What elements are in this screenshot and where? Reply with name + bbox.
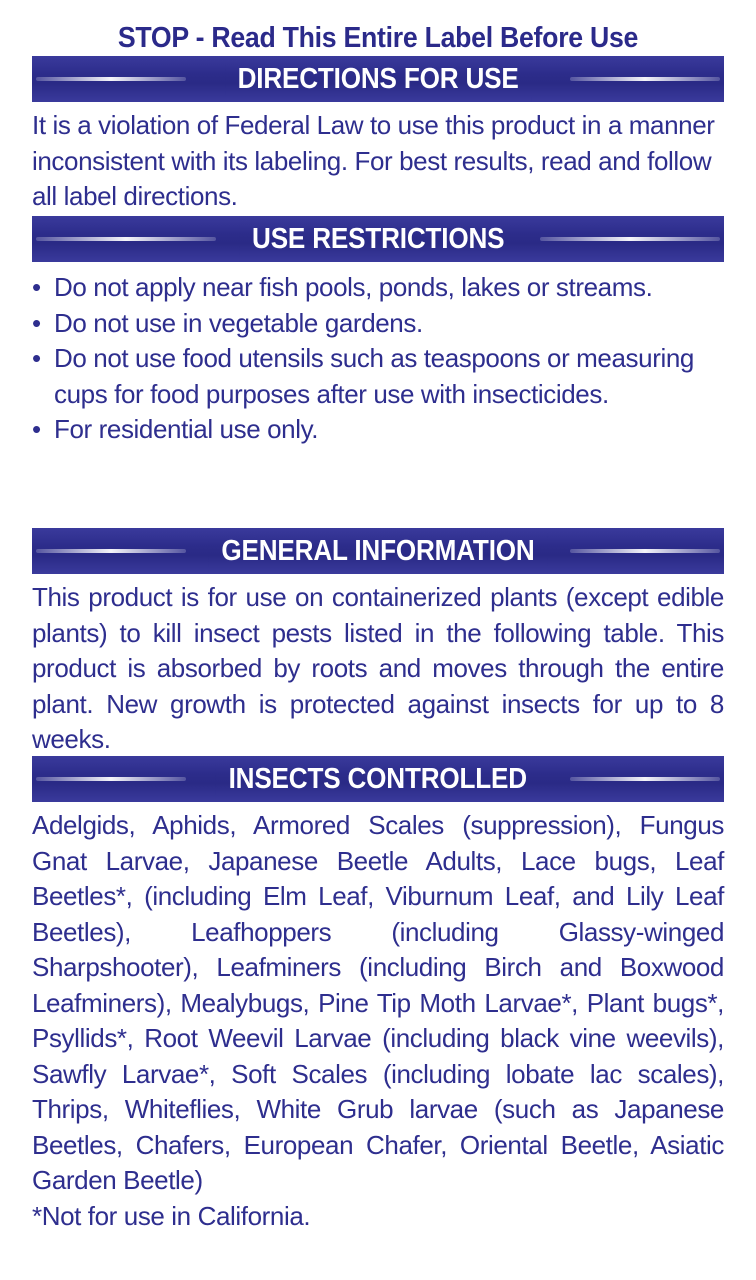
banner-stripe-left (36, 549, 186, 553)
bullet-icon: • (32, 343, 41, 373)
list-item (32, 412, 724, 448)
banner-stripe-left (36, 777, 186, 781)
bullet-icon: • (32, 414, 41, 444)
banner-stripe-right (570, 77, 720, 81)
section-banner-directions (32, 56, 724, 102)
restriction-text: Do not apply near fish pools, ponds, lakes or streams. (54, 272, 653, 302)
bullet-icon: • (32, 272, 41, 302)
banner-stripe-left (36, 237, 216, 241)
general-text: This product is for use on containerized plants (except edible plants) to kill insect pests listed in the following table. This product is absorbed by roots and moves through the entire plant. New growth is protected against insects for up to 8 weeks. (32, 582, 724, 754)
banner-stripe-right (570, 777, 720, 781)
list-item (32, 341, 724, 412)
directions-text: It is a violation of Federal Law to use this product in a manner inconsistent with its labeling. For best results, read and follow all label directions. (32, 110, 715, 211)
section-heading-insects: INSECTS CONTROLLED (216, 756, 540, 802)
restriction-text: Do not use food utensils such as teaspoons or measuring cups for food purposes after use with insecticides. (54, 343, 694, 409)
section-banner-insects (32, 756, 724, 802)
footnote-text: *Not for use in California. (32, 1200, 311, 1231)
restriction-text: Do not use in vegetable gardens. (54, 307, 423, 338)
restrictions-list (32, 270, 724, 528)
banner-stripe-right (570, 549, 720, 553)
restriction-text: For residential use only. (54, 414, 319, 444)
section-heading-directions: DIRECTIONS FOR USE (225, 56, 531, 102)
section-heading-general: GENERAL INFORMATION (209, 528, 547, 574)
insects-text: Adelgids, Aphids, Armored Scales (suppression), Fungus Gnat Larvae, Japanese Beetle Adults, Lace bugs, Leaf Beetles*, (including Elm Leaf, Viburnum Leaf, and Lily Leaf Beetles), Leafhoppers (including Glassy-winged Sharpshooter), Leafminers (including Birch and Boxwood Leafminers), Mealybugs, Pine Tip Moth Larvae*, Plant bugs*, Psyllids*, Root Weevil Larvae (including black vine weevils), Sawfly Larvae*, Soft Scales (including lobate lac scales), Thrips, Whiteflies, White Grub larvae (such as Japanese Beetles, Chafers, European Chafer, Oriental Beetle, Asiatic Garden Beetle) (32, 810, 724, 1195)
banner-stripe-right (540, 237, 720, 241)
bullet-icon: • (32, 307, 41, 338)
section-banner-general (32, 528, 724, 574)
page-title: STOP - Read This Entire Label Before Use (117, 22, 639, 54)
banner-stripe-left (36, 77, 186, 81)
list-item (32, 306, 724, 342)
list-item (32, 270, 724, 306)
section-banner-restrictions (32, 216, 724, 262)
section-heading-restrictions: USE RESTRICTIONS (239, 216, 517, 262)
